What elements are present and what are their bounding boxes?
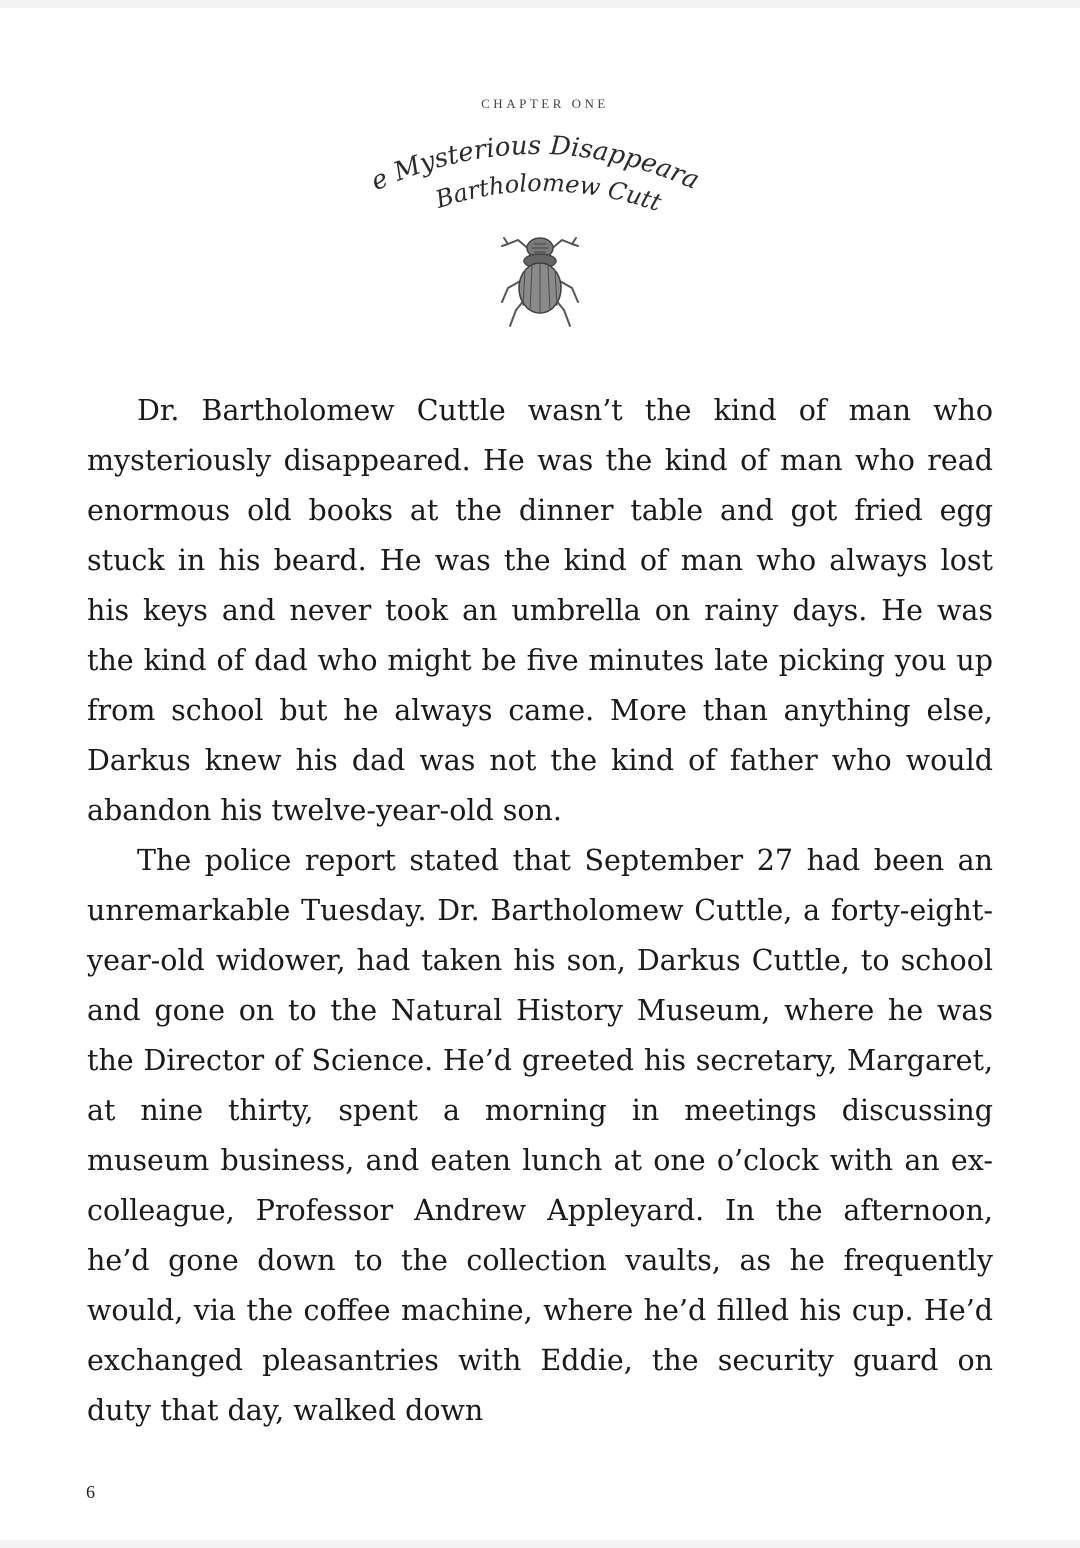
paragraph-1: Dr. Bartholomew Cuttle wasn’t the kind of man who mysteriously disappeared. He was the kind of man who read enormous old books at the dinner table and got fried egg stuck in his beard. He was the kind of man who always lost his keys and never took an umbrella on rainy days. He was the kind of dad who might be five minutes late picking you up from school but he always came. More than anything else, Darkus knew his dad was not the kind of father who would abandon his twelve-year-old son. [87, 394, 993, 827]
page-number: 6 [86, 1482, 95, 1502]
chapter-title [370, 120, 710, 230]
chapter-label: CHAPTER ONE [481, 96, 609, 111]
paragraph-2: The police report stated that September 27 had been an unremarkable Tuesday. Dr. Bartholomew Cuttle, a forty-eight-year-old widower, had taken his son, Darkus Cuttle, to school and gone on to the Natural History Museum, where he was the Director of Science. He’d greeted his secretary, Margaret, at nine thirty, spent a morning in meetings discussing museum business, and eaten lunch at one o’clock with an ex-colleague, Professor Andrew Appleyard. In the afternoon, he’d gone down to the collection vaults, as he frequently would, via the coffee machine, where he’d filled his cup. He’d exchanged pleasantries with Eddie, the security guard on duty that day, walked down [87, 844, 993, 1427]
book-page [0, 8, 1080, 1540]
beetle-icon [490, 218, 590, 333]
chapter-title-line1: Mysterious Disappeara [389, 130, 704, 196]
chapter-title-line2: Bartholomew Cutt [432, 168, 665, 217]
body-text [87, 386, 993, 1436]
